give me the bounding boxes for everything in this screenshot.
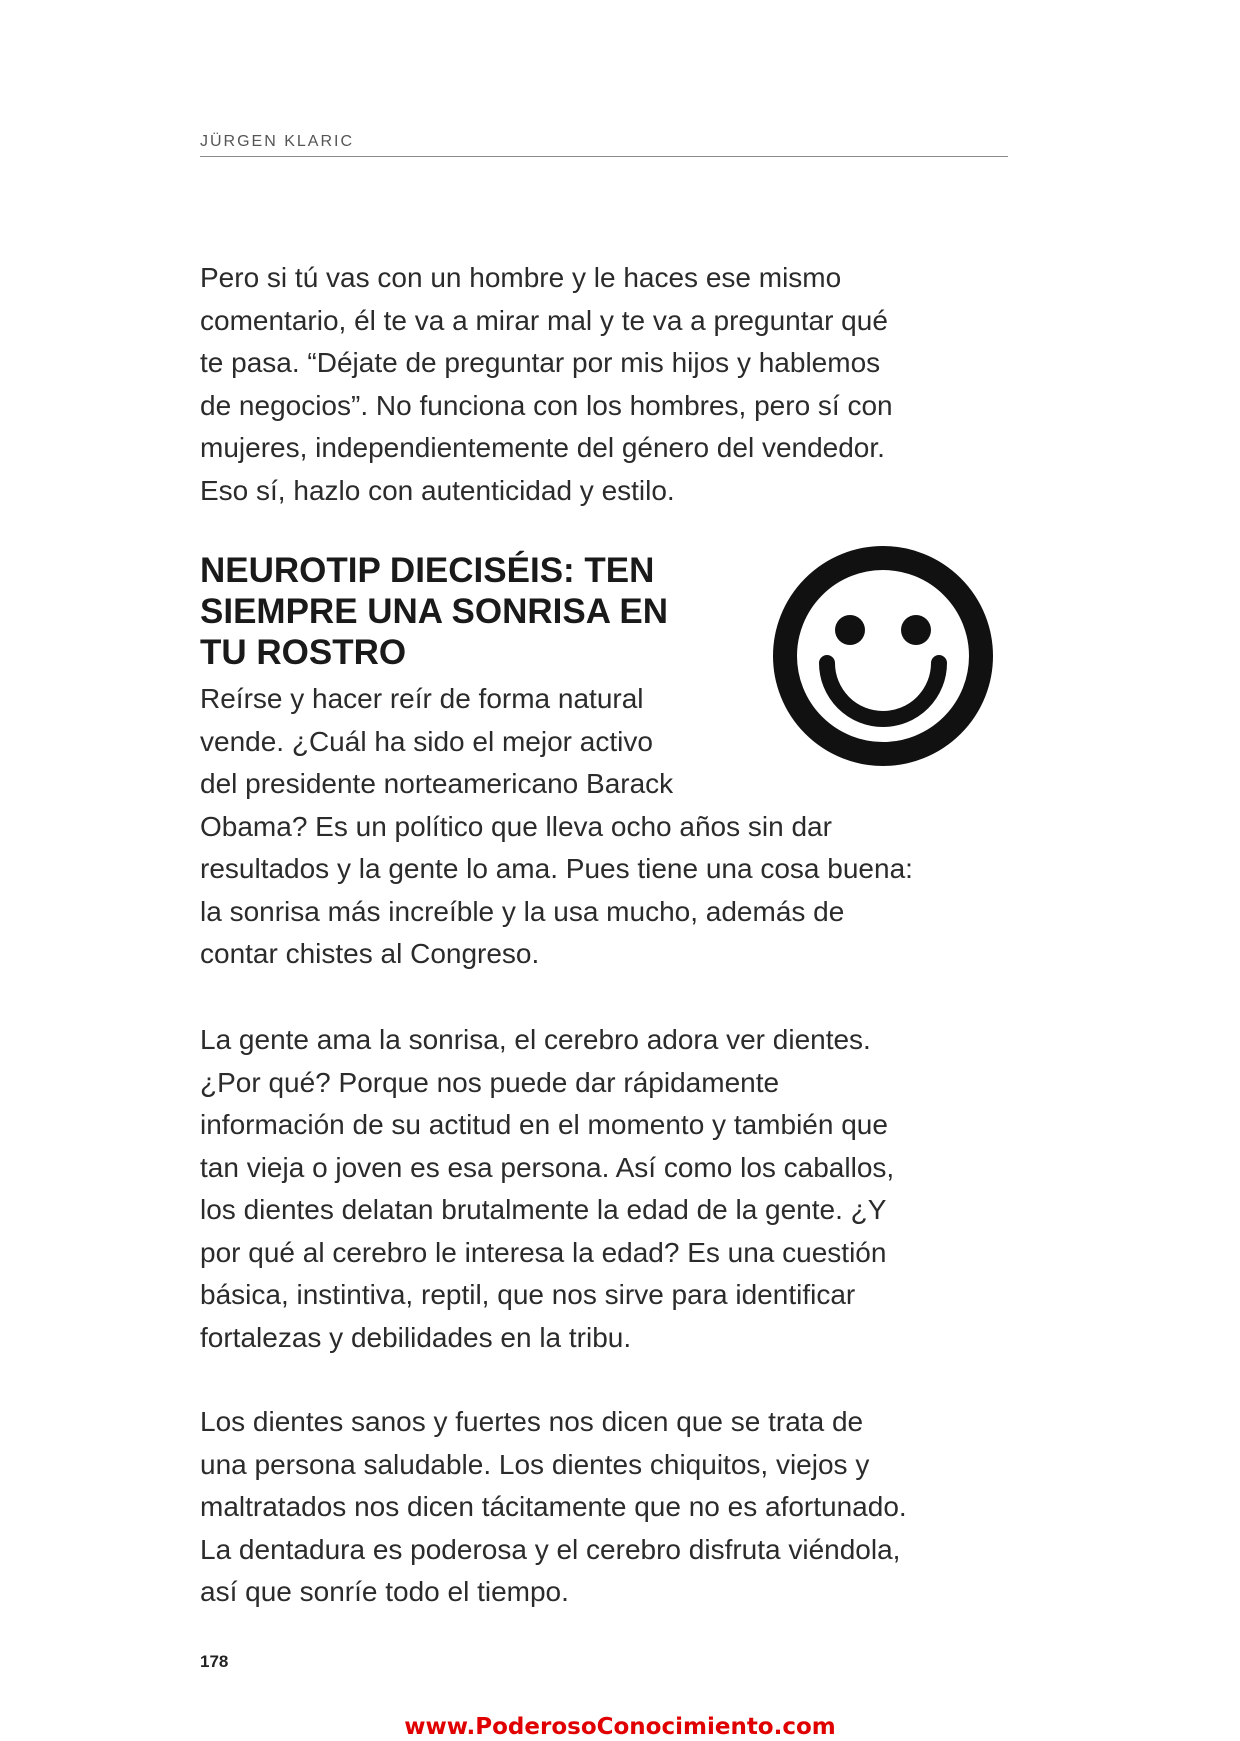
header-divider [200,156,1008,157]
paragraph-line: contar chistes al Congreso. [200,938,540,969]
paragraph-line: vende. ¿Cuál ha sido el mejor activo [200,725,653,757]
page-number: 178 [200,1652,229,1671]
paragraph-line: Los dientes sanos y fuertes nos dicen que se trata de [200,1406,864,1437]
paragraph-line: por qué al cerebro le interesa la edad? Es una cuestión [200,1236,887,1268]
paragraph-line: La dentadura es poderosa y el cerebro disfruta viéndola, [200,1533,901,1565]
paragraph-line: del presidente norteamericano Barack [200,768,674,799]
paragraph-1 [200,257,893,512]
heading-line: SIEMPRE UNA SONRISA EN [200,592,669,631]
paragraph-line: tan vieja o joven es esa persona. Así como los caballos, [200,1151,895,1183]
paragraph-line: maltratados nos dicen tácitamente que no es afortunado. [200,1491,907,1522]
paragraph-line: resultados y la gente lo ama. Pues tiene una cosa buena: [200,853,913,884]
paragraph-line: la sonrisa más increíble y la usa mucho, además de [200,895,845,927]
watermark-link[interactable]: www.PoderosoConocimiento.com [404,1714,836,1740]
paragraph-line: fortalezas y debilidades en la tribu. [200,1321,632,1353]
paragraph-2 [200,678,913,976]
paragraph-line: mujeres, independientemente del género del vendedor. [200,432,885,463]
paragraph-3 [200,1019,894,1359]
paragraph-line: así que sonríe todo el tiempo. [200,1576,569,1607]
paragraph-line: de negocios”. No funciona con los hombres, pero sí con [200,389,893,421]
paragraph-line: los dientes delatan brutalmente la edad de la gente. ¿Y [200,1194,887,1225]
paragraph-line: Reírse y hacer reír de forma natural [200,683,644,714]
paragraph-line: Pero si tú vas con un hombre y le haces ese mismo [200,262,842,293]
paragraph-4 [200,1401,907,1614]
section-heading [200,550,668,673]
paragraph-line: te pasa. “Déjate de preguntar por mis hijos y hablemos [200,347,881,378]
paragraph-line: comentario, él te va a mirar mal y te va a preguntar qué [200,304,888,336]
paragraph-line: una persona saludable. Los dientes chiquitos, viejos y [200,1448,870,1480]
paragraph-line: información de su actitud en el momento y también que [200,1109,888,1140]
paragraph-line: Obama? Es un político que lleva ocho años sin dar [200,810,832,842]
heading-line: NEUROTIP DIECISÉIS: TEN [200,551,655,590]
paragraph-line: ¿Por qué? Porque nos puede dar rápidamente [200,1066,780,1098]
paragraph-line: La gente ama la sonrisa, el cerebro adora ver dientes. [200,1024,871,1055]
paragraph-line: Eso sí, hazlo con autenticidad y estilo. [200,474,675,506]
running-header: JÜRGEN KLARIC [200,133,355,150]
heading-line: TU ROSTRO [200,633,407,672]
paragraph-line: básica, instintiva, reptil, que nos sirve para identificar [200,1279,856,1310]
